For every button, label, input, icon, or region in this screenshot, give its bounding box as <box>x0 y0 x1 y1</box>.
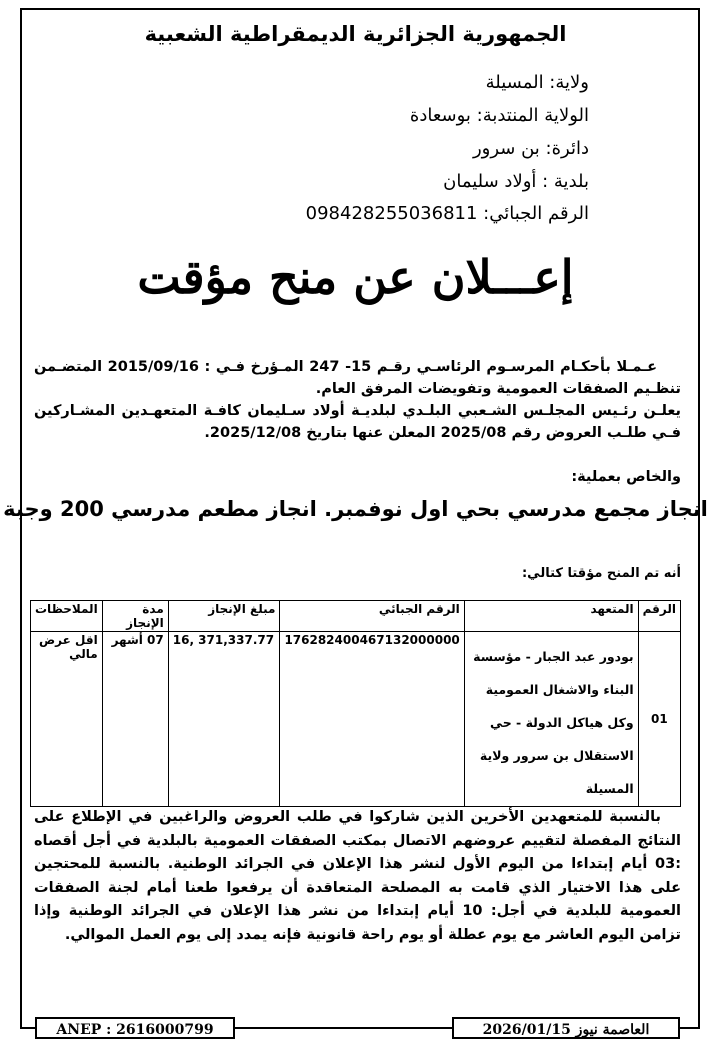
cell-number: 01 <box>638 632 680 807</box>
commune: بلدية : أولاد سليمان <box>443 171 589 192</box>
header-duration: مدة الإنجاز <box>102 601 168 632</box>
tax-number: الرقم الجبائي: 098428255036811 <box>305 203 589 224</box>
award-table <box>30 600 681 807</box>
header-tax-number: الرقم الجبائي <box>280 601 464 632</box>
table-row <box>31 632 681 807</box>
intro-paragraph-3: والخاص بعملية: <box>571 469 681 485</box>
cell-amount: 16, 371,337.77 <box>168 632 280 807</box>
header-number: الرقم <box>638 601 680 632</box>
header-bidder: المتعهد <box>464 601 638 632</box>
header-notes: الملاحظات <box>31 601 103 632</box>
publication-reference: العاصمة نيوز 2026/01/15 <box>452 1017 680 1039</box>
intro-paragraph-1: عـمـلا بأحكـام المرسـوم الرئاسـي رقـم 15- 247 المـؤرخ فـي : 2015/09/16 المتضـمن تنظـيم الصفقات العمومية وتفويضات المرفق العام. <box>34 359 681 397</box>
delegated-wilaya: الولاية المنتدبة: بوسعادة <box>409 105 589 126</box>
closing-paragraph: بالنسبة للمتعهدين الأخرين الذين شاركوا في طلب العروض والراغبين في الإطلاع على النتائج المفصلة لتقييم عروضهم الاتصال بمكتب الصفقات العمومية بالبلدية في أجل أقصاه :03 أيام إبتداءا من اليوم الأول لنشر هذا الإعلان في الجرائد الوطنية. بالنسبة للمحتجين على هذا الاختيار الذي قامت به المصلحة المتعاقدة أن يرفعوا طعنا أمام لجنة الصفقات العمومية للبلدية في أجل: 10 أيام إبتداءا من نشر هذا الإعلان في الجرائد الوطنية وإذا تزامن اليوم العاشر مع يوم عطلة أو يوم راحة قانونية فإنه يمدد إلى يوم العمل الموالي. <box>34 809 681 943</box>
project-title: انجاز مجمع مدرسي بحي اول نوفمبر. انجاز مطعم مدرسي 200 وجبة <box>3 497 708 521</box>
table-header-row <box>31 601 681 632</box>
cell-tax-number: 176282400467132000000 <box>280 632 464 807</box>
cell-bidder: بودور عبد الجبار - مؤسسة البناء والاشغال العمومية وكل هياكل الدولة - حي الاستقلال بن سرور ولاية المسيلة <box>464 632 638 807</box>
cell-notes: اقل عرض مالي <box>31 632 103 807</box>
granted-label: أنه تم المنح مؤقتا كتالي: <box>521 566 681 581</box>
cell-duration: 07 أشهر <box>102 632 168 807</box>
anep-reference: ANEP : 2616000799 <box>35 1017 235 1039</box>
announcement-title: إعـــلان عن منح مؤقت <box>137 250 574 304</box>
daira: دائرة: بن سرور <box>472 138 589 159</box>
wilaya: ولاية: المسيلة <box>485 72 589 93</box>
header-amount: مبلغ الإنجاز <box>168 601 280 632</box>
intro-paragraph-2: يعلـن رئـيس المجلـس الشـعبي البلـدي لبلديـة أولاد سـليمان كافـة المتعهـدين المشـاركين فـي طلـب العروض رقم 2025/08 المعلن عنها بتاريخ 2025/12/08. <box>34 403 681 441</box>
republic-title: الجمهورية الجزائرية الديمقراطية الشعبية <box>144 22 567 46</box>
